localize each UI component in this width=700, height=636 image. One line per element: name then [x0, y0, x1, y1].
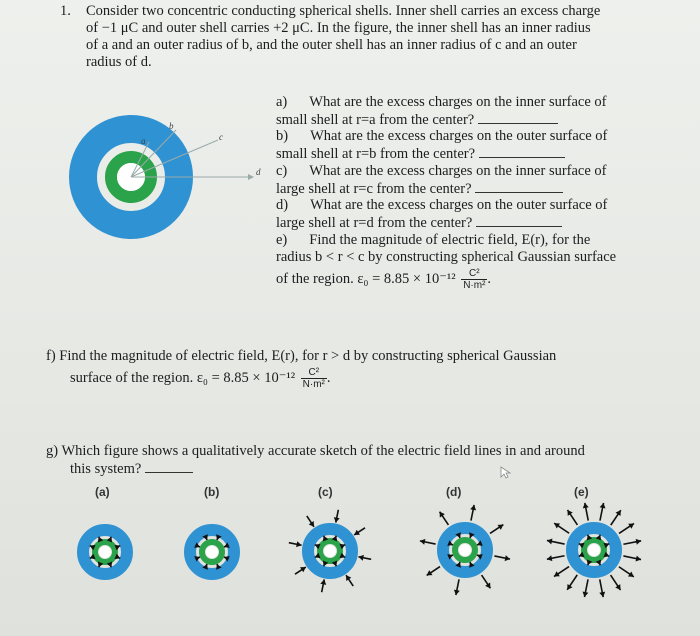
field-arrow — [354, 528, 365, 535]
option-figure-b[interactable] — [170, 510, 254, 594]
question-a-line-2: small shell at r=a from the center? — [276, 111, 558, 129]
question-d-line-1: d) What are the excess charges on the outer surface of — [276, 197, 608, 213]
field-arrow — [547, 555, 565, 561]
field-arrow — [567, 510, 577, 525]
question-d-line-2: large shell at r=d from the center? — [276, 214, 562, 232]
question-a-line-1: a) What are the excess charges on the inner surface of — [276, 94, 607, 110]
question-c-line-1: c) What are the excess charges on the inner surface of — [276, 163, 607, 179]
problem-intro-line-2: of −1 μC and outer shell carries +2 μC. In the figure, the inner shell has an inner radius — [86, 20, 591, 36]
field-arrow — [420, 539, 436, 545]
label-c: c — [219, 132, 223, 142]
field-arrow — [599, 579, 605, 597]
field-arrow — [494, 555, 510, 561]
mouse-cursor-icon — [500, 466, 514, 480]
field-arrow — [623, 556, 641, 562]
field-arrow — [358, 555, 371, 561]
label-d: d — [256, 167, 261, 177]
question-e-line-3: of the region. ε₀ = 8.85 × 10⁻¹² $\frac{\text{C²}}{\text{N·m²}}$ . — [276, 268, 492, 291]
question-g-line-1: g) Which figure shows a qualitatively accurate sketch of the electric field lines in and around — [46, 443, 585, 459]
field-arrow — [547, 539, 565, 545]
option-figure-a[interactable] — [63, 510, 147, 594]
question-c-line-2: large shell at r=c from the center? — [276, 180, 563, 198]
field-arrow — [295, 567, 306, 574]
field-arrow — [583, 579, 589, 597]
question-f-line-1: f) Find the magnitude of electric field, E(r), for r > d by constructing spherical Gaussian — [46, 348, 557, 364]
field-arrow — [470, 505, 476, 521]
field-arrow — [554, 523, 569, 533]
problem-intro-line-4: radius of d. — [86, 54, 152, 70]
field-arrow — [583, 503, 589, 521]
field-arrow — [490, 525, 503, 534]
field-arrow — [567, 575, 577, 590]
epsilon-units-fraction: $\frac{\text{C²}}{\text{N·m²}}$ — [463, 268, 486, 291]
option-figure-d[interactable] — [413, 498, 517, 602]
option-figure-e[interactable] — [538, 494, 650, 606]
question-b-line-2: small shell at r=b from the center? — [276, 145, 565, 163]
label-a: a — [141, 136, 146, 146]
field-arrow — [440, 512, 449, 525]
option-label-e[interactable]: (e) — [574, 485, 589, 499]
question-e-line-1: e) Find the magnitude of electric field, E(r), for the — [276, 232, 591, 248]
problem-number: 1. — [60, 3, 71, 19]
label-b: b — [169, 121, 174, 131]
field-arrow — [427, 567, 440, 576]
field-arrow — [611, 575, 621, 590]
option-label-b[interactable]: (b) — [204, 485, 220, 499]
option-label-d[interactable]: (d) — [446, 485, 462, 499]
field-arrow — [482, 575, 491, 588]
question-e-line-2: radius b < r < c by constructing spherical Gaussian surface — [276, 249, 617, 265]
concentric-shells-figure — [68, 82, 268, 272]
field-arrow — [346, 575, 353, 586]
answer-blank-g[interactable] — [145, 460, 193, 473]
field-arrow — [307, 516, 314, 527]
option-label-c[interactable]: (c) — [318, 485, 333, 499]
answer-blank-a[interactable] — [478, 111, 558, 124]
field-arrow — [619, 523, 634, 533]
problem-intro-line-1: Consider two concentric conducting spherical shells. Inner shell carries an excess charge — [86, 3, 601, 19]
option-figure-c[interactable] — [284, 505, 376, 597]
answer-blank-d[interactable] — [476, 214, 562, 227]
problem-intro-line-3: of a and an outer radius of b, and the outer shell has an inner radius of c and an outer — [86, 37, 577, 53]
field-arrow — [320, 579, 326, 592]
option-label-a[interactable]: (a) — [95, 485, 110, 499]
answer-blank-b[interactable] — [479, 145, 565, 158]
field-arrow — [611, 510, 621, 525]
field-arrow — [600, 503, 606, 521]
field-arrow — [454, 579, 460, 595]
epsilon-units-fraction-f: $\frac{\text{C²}}{\text{N·m²}}$ — [302, 367, 325, 390]
field-arrow — [623, 539, 641, 545]
question-b-line-1: b) What are the excess charges on the outer surface of — [276, 128, 608, 144]
question-g-line-2: this system? — [70, 460, 193, 478]
answer-blank-c[interactable] — [475, 180, 563, 193]
field-arrow — [554, 567, 569, 577]
field-arrow — [334, 510, 340, 523]
question-f-line-2: surface of the region. ε₀ = 8.85 × 10⁻¹² $\frac{\text{C²}}{\text{N·m²}}$ . — [70, 367, 331, 390]
field-arrow — [619, 567, 634, 577]
field-arrow — [289, 541, 302, 547]
